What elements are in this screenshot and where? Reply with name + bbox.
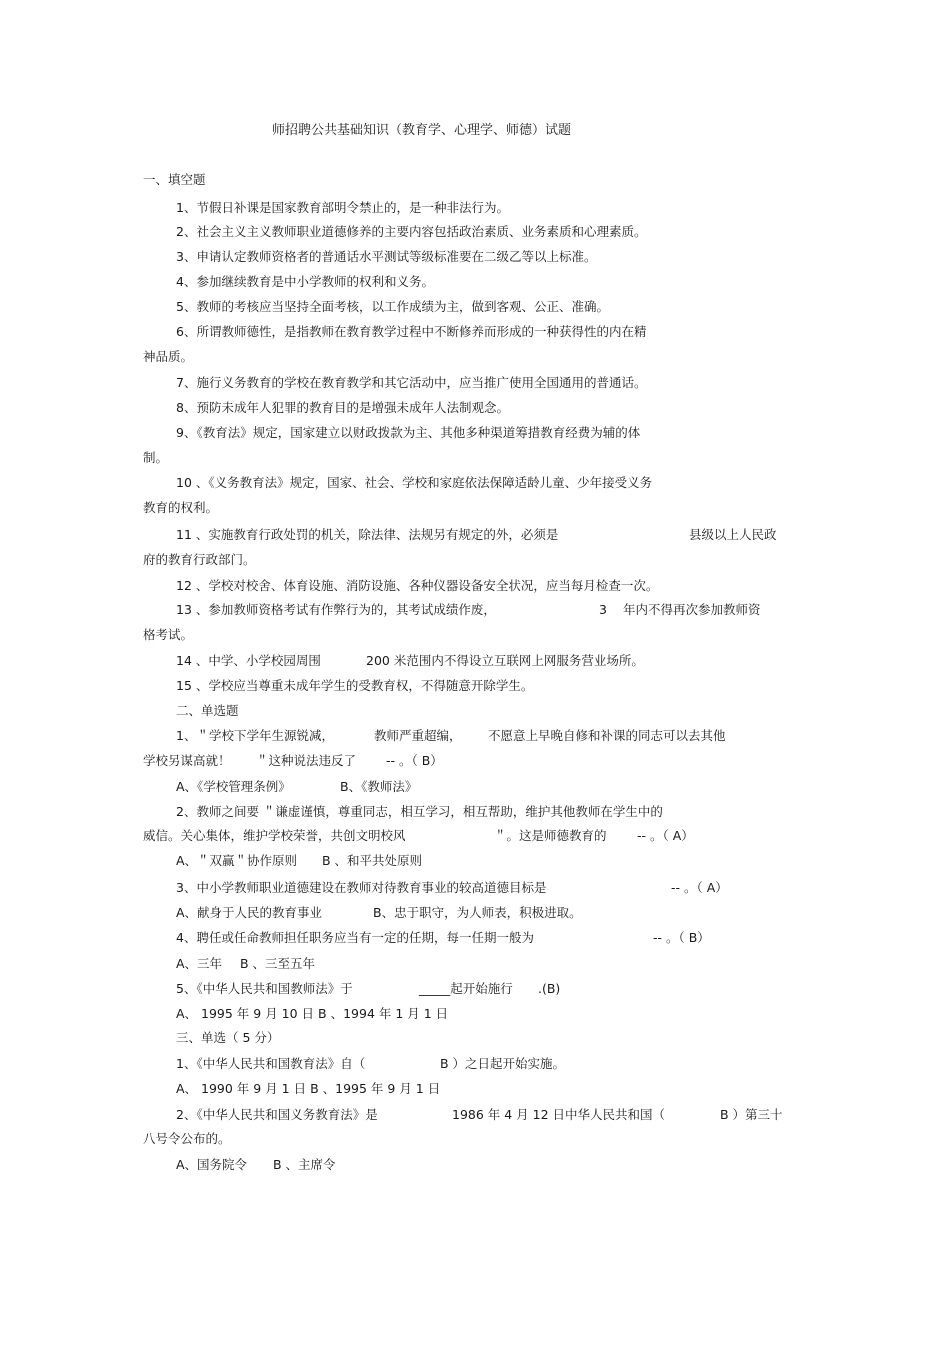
question-line-continued: 制。 [143,450,169,465]
options-line: A、 1995 年 9 月 10 日 B 、1994 年 1 月 1 日 [176,1006,449,1021]
question-line: 3、申请认定教师资格者的普通话水平测试等级标准要在二级乙等以上标准。 [176,249,597,264]
section-heading-single-choice-5pts: 三、单选（ 5 分） [176,1030,280,1045]
question-line-fragment: 年内不得再次参加教师资 [623,602,761,617]
answer-marker: -- 。（ B） [386,753,443,768]
section-heading-single-choice: 二、单选题 [176,703,239,718]
question-line: 2、教师之间要 ＂谦虚谨慎，尊重同志，相互学习，相互帮助，维护其他教师在学生中的 [176,804,663,819]
option-a: A、＂双赢＂协作原则 [176,853,298,868]
question-line: 5、《中华人民共和国教师法》于 [176,981,353,996]
question-line-fragment: 3 [599,602,607,617]
question-line-fragment: 1986 年 4 月 12 日中华人民共和国（ [452,1107,666,1122]
question-line-fragment: 教师严重超编， [374,728,462,743]
question-line-continued: 八号令公布的。 [143,1131,231,1146]
question-line: 3、中小学教师职业道德建设在教师对待教育事业的较高道德目标是 [176,880,547,895]
question-line: 2、社会主义主义教师职业道德修养的主要内容包括政治素质、业务素质和心理素质。 [176,224,647,239]
answer-marker: .(B) [538,981,561,996]
question-line: 14 、中学、小学校园周围 [176,653,321,668]
option-a: A、献身于人民的教育事业 [176,905,323,920]
question-line-fragment: ＂。这是师德教育的 [494,828,607,843]
option-b: B、《教师法》 [340,779,418,794]
option-b: B 、三至五年 [240,956,316,971]
question-line: 8、预防未成年人犯罪的教育目的是增强未成年人法制观念。 [176,400,509,415]
question-line-continued: 学校另谋高就！ [143,753,231,768]
question-line: 6、所谓教师德性，是指教师在教育教学过程中不断修养而形成的一种获得性的内在精 [176,324,647,339]
question-line-continued: 神品质。 [143,349,194,364]
question-line-continued: 教育的权利。 [143,500,219,515]
question-line: 1、《中华人民共和国教育法》自（ [176,1056,366,1071]
question-line-fragment: B ）之日起开始实施。 [440,1056,566,1071]
option-b: B 、和平共处原则 [322,853,423,868]
question-line-fragment: 200 米范围内不得设立互联网上网服务营业场所。 [366,653,644,668]
question-line-fragment: _____起开始施行 [419,981,513,996]
section-heading-fill-blank: 一、填空题 [143,172,206,187]
question-line: 15 、学校应当尊重未成年学生的受教育权，不得随意开除学生。 [176,678,534,693]
question-line: 9、《教育法》规定，国家建立以财政拨款为主、其他多种渠道筹措教育经费为辅的体 [176,425,641,440]
question-line-continued: 府的教育行政部门。 [143,552,256,567]
question-line-fragment: 县级以上人民政 [689,527,777,542]
answer-marker: -- 。（ A） [637,828,694,843]
option-b: B 、主席令 [273,1157,336,1172]
question-line: 10 、《义务教育法》规定，国家、社会、学校和家庭依法保障适龄儿童、少年接受义务 [176,475,653,490]
question-line: 11 、实施教育行政处罚的机关，除法律、法规另有规定的外，必须是 [176,527,559,542]
question-line: 1、＂学校下学年生源锐减， [176,728,334,743]
question-line-fragment: B ）第三十 [720,1107,783,1122]
options-line: A、 1990 年 9 月 1 日 B 、1995 年 9 月 1 日 [176,1081,441,1096]
question-line: 2、《中华人民共和国义务教育法》是 [176,1107,378,1122]
option-a: A、《学校管理条例》 [176,779,291,794]
question-line-continued: 威信。关心集体，维护学校荣誉，共创文明校风 [143,828,406,843]
page-title: 师招聘公共基础知识（教育学、心理学、师德）试题 [272,123,572,138]
question-line: 7、施行义务教育的学校在教育教学和其它活动中，应当推广使用全国通用的普通话。 [176,375,647,390]
question-line: 1、节假日补课是国家教育部明令禁止的，是一种非法行为。 [176,200,509,215]
question-line-fragment: ＂这种说法违反了 [256,753,357,768]
question-line: 12 、学校对校舍、体育设施、消防设施、各种仪器设备安全状况，应当每月检查一次。 [176,578,659,593]
answer-marker: -- 。（ B） [653,930,710,945]
option-a: A、三年 [176,956,223,971]
option-a: A、国务院令 [176,1157,248,1172]
question-line: 4、参加继续教育是中小学教师的权利和义务。 [176,274,434,289]
question-line: 13 、参加教师资格考试有作弊行为的，其考试成绩作废， [176,602,496,617]
question-line: 5、教师的考核应当坚持全面考核，以工作成绩为主，做到客观、公正、准确。 [176,299,609,314]
question-line-continued: 格考试。 [143,627,194,642]
option-b: B、忠于职守，为人师表，积极进取。 [373,905,582,920]
question-line-fragment: 不愿意上早晚自修和补课的同志可以去其他 [488,728,726,743]
answer-marker: -- 。（ A） [671,880,728,895]
question-line: 4、聘任或任命教师担任职务应当有一定的任期，每一任期一般为 [176,930,534,945]
